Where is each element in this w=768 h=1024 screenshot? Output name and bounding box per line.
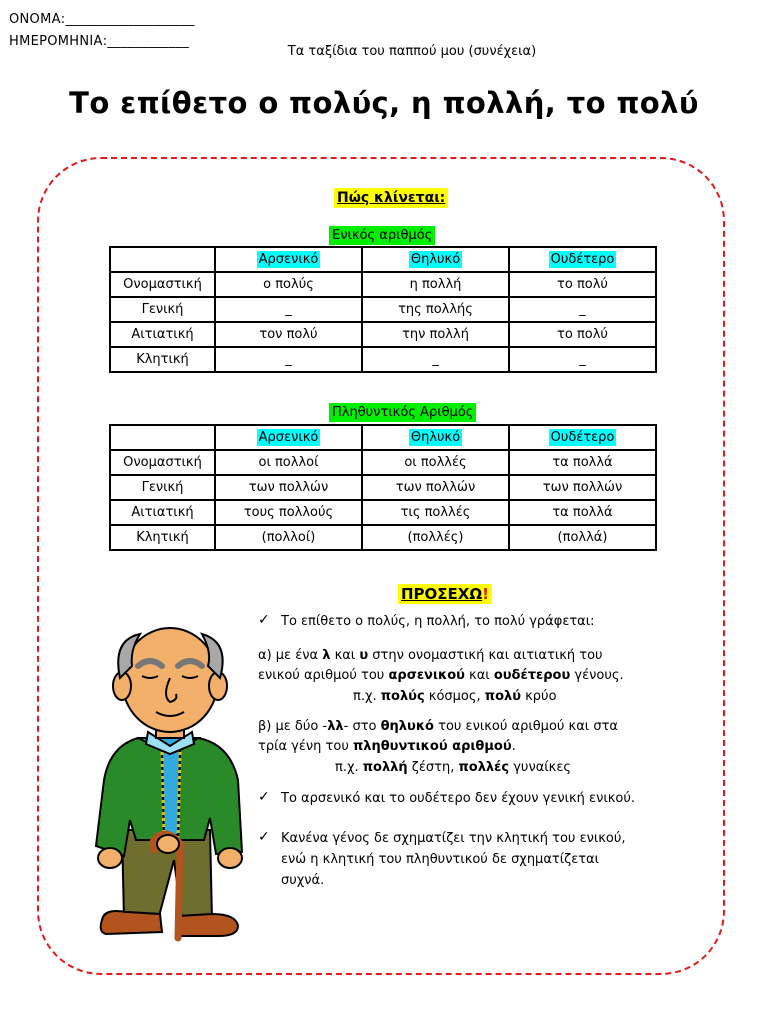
table-cell: των πολλών [509,475,656,500]
rule-b-line1: β) με δύο -λλ- στο θηλυκό του ενικού αριθμού και στα [258,719,618,734]
table-row [110,475,656,500]
singular-table [109,246,657,373]
table-header-row [110,425,656,450]
plural-label: Πληθυντικός Αριθμός [329,403,476,422]
table-cell: _ [215,297,362,322]
intro-text: Το επίθετο ο πολύς, η πολλή, το πολύ γράφεται: [281,614,595,629]
table-header-cell [110,425,215,450]
worksheet-title: Το επίθετο ο πολύς, η πολλή, το πολύ [69,86,699,120]
table-cell: τα πολλά [509,450,656,475]
table-header-cell: Αρσενικό [215,247,362,272]
table-cell: τον πολύ [215,322,362,347]
table-cell: Γενική [110,475,215,500]
table-header-cell: Θηλυκό [362,425,509,450]
table-row [110,347,656,372]
table-cell: τους πολλούς [215,500,362,525]
table-row [110,450,656,475]
table-cell: ο πολύς [215,272,362,297]
worksheet-subtitle: Τα ταξίδια του παππού μου (συνέχεια) [287,44,537,59]
table-cell: τα πολλά [509,500,656,525]
table-header-cell: Θηλυκό [362,247,509,272]
table-cell: (πολλές) [362,525,509,550]
table-cell: οι πολλές [362,450,509,475]
table-cell: (πολλοί) [215,525,362,550]
plural-table [109,424,657,551]
table-cell: (πολλά) [509,525,656,550]
table-row [110,322,656,347]
table-row [110,297,656,322]
table-cell: το πολύ [509,322,656,347]
singular-label: Ενικός αριθμός [329,226,435,245]
table-cell: Αιτιατική [110,322,215,347]
table-cell: τις πολλές [362,500,509,525]
table-cell: Ονομαστική [110,272,215,297]
table-cell: Κλητική [110,347,215,372]
attention-title: ΠΡΟΣΕΧΩ! [398,584,492,604]
note-vocative-line2: ενώ η κλητική του πληθυντικού δε σχηματίζεται [281,852,600,867]
table-cell: η πολλή [362,272,509,297]
grandpa-illustration [90,620,250,955]
table-cell: το πολύ [509,272,656,297]
note-genitive: Το αρσενικό και το ουδέτερο δεν έχουν γενική ενικού. [281,791,635,806]
table-row [110,525,656,550]
table-cell: οι πολλοί [215,450,362,475]
table-row [110,500,656,525]
table-cell: _ [215,347,362,372]
table-cell: την πολλή [362,322,509,347]
table-cell: Κλητική [110,525,215,550]
rule-a-example: π.χ. πολύς κόσμος, πολύ κρύο [353,689,557,704]
table-header-cell: Ουδέτερο [509,425,656,450]
rule-b-line2: τρία γένη του πληθυντικού αριθμού. [258,739,516,754]
table-cell: των πολλών [215,475,362,500]
table-cell: Αιτιατική [110,500,215,525]
table-row [110,272,656,297]
table-cell: Γενική [110,297,215,322]
rule-a-line1: α) με ένα λ και υ στην ονομαστική και αιτιατική του [258,648,603,663]
table-cell: της πολλής [362,297,509,322]
rule-a-line2: ενικού αριθμού του αρσενικού και ουδέτερου γένους. [258,668,624,683]
table-header-cell: Ουδέτερο [509,247,656,272]
table-cell: _ [362,347,509,372]
section-title: Πώς κλίνεται: [334,188,448,208]
checkmark-icon: ✓ [258,829,270,845]
name-line: ΟΝΟΜΑ:___________________ [9,12,195,27]
table-header-cell [110,247,215,272]
table-header-cell: Αρσενικό [215,425,362,450]
table-cell: των πολλών [362,475,509,500]
note-vocative-line1: Κανένα γένος δε σχηματίζει την κλητική του ενικού, [281,831,626,846]
table-header-row [110,247,656,272]
table-cell: Ονομαστική [110,450,215,475]
table-cell: _ [509,347,656,372]
checkmark-icon: ✓ [258,789,270,805]
rule-b-example: π.χ. πολλή ζέστη, πολλές γυναίκες [335,760,572,775]
date-line: ΗΜΕΡΟΜΗΝΙΑ:____________ [9,34,190,49]
checkmark-icon: ✓ [258,612,270,628]
note-vocative-line3: συχνά. [281,873,325,888]
table-cell: _ [509,297,656,322]
